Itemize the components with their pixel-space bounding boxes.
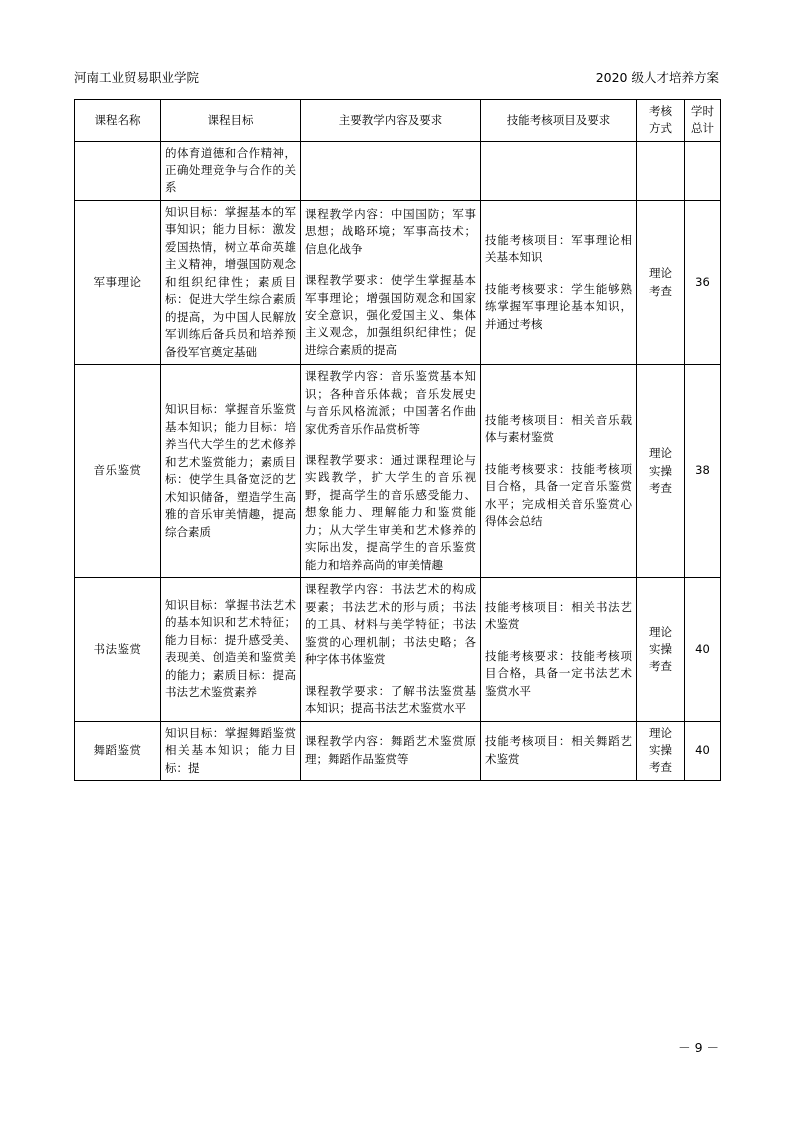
teaching-requirement-block: 课程教学要求：通过课程理论与实践教学，扩大学生的音乐视野，提高学生的音乐感受能力、想象能力、理解能力和鉴赏能力；从大学生审美和艺术修养的实际出发，提高学生的音乐鉴赏能力和培养高尚的审美情趣	[305, 453, 476, 572]
cell-skill-assessment	[481, 141, 637, 200]
skill-requirement-block: 技能考核要求：技能考核项目合格，具备一定书法艺术鉴赏水平	[485, 648, 632, 698]
col-header-assessment-method	[637, 100, 685, 142]
skill-item-block: 技能考核项目：相关书法艺术鉴赏	[485, 599, 632, 632]
header-document-title: 2020 级人才培养方案	[595, 70, 719, 85]
total-hours-line-1: 学时	[691, 104, 714, 118]
teaching-content-block: 课程教学内容：中国国防；军事思想；战略环境；军事高技术；信息化战争	[305, 206, 476, 256]
teaching-requirement-block: 课程教学要求：了解书法鉴赏基本知识；提高书法艺术鉴赏水平	[305, 683, 476, 716]
col-header-course-name: 课程名称	[75, 100, 161, 142]
assessment-method-line: 考查	[649, 283, 672, 298]
assessment-method-line: 理论	[649, 725, 672, 740]
cell-skill-assessment	[481, 721, 637, 780]
cell-teaching-content	[301, 200, 481, 364]
col-header-skill-assessment: 技能考核项目及要求	[481, 100, 637, 142]
cell-course-goal: 的体育道德和合作精神，正确处理竞争与合作的关系	[161, 141, 301, 200]
cell-total-hours: 38	[685, 365, 721, 578]
skill-requirement-block: 技能考核要求：技能考核项目合格，具备一定音乐鉴赏水平；完成相关音乐鉴赏心得体会总结	[485, 461, 632, 529]
assessment-method-stack	[641, 445, 680, 497]
total-hours-line-2: 总计	[691, 121, 714, 136]
cell-teaching-content	[301, 141, 481, 200]
cell-teaching-content	[301, 365, 481, 578]
table-row	[75, 200, 721, 364]
col-header-total-hours-stack	[689, 103, 716, 138]
assessment-method-line: 实操	[649, 463, 672, 478]
cell-course-goal: 知识目标：掌握书法艺术的基本知识和艺术特征；能力目标：提升感受美、表现美、创造美和鉴赏美的能力；素质目标：提高书法艺术鉴赏素养	[161, 578, 301, 721]
table-head	[75, 100, 721, 142]
assessment-method-stack	[641, 725, 680, 777]
cell-teaching-content	[301, 721, 481, 780]
col-header-assessment-method-stack	[641, 103, 680, 138]
cell-course-name: 舞蹈鉴赏	[75, 721, 161, 780]
cell-course-name: 书法鉴赏	[75, 578, 161, 721]
col-header-teaching-content: 主要教学内容及要求	[301, 100, 481, 142]
cell-course-name	[75, 141, 161, 200]
cell-assessment-method	[637, 141, 685, 200]
cell-skill-assessment	[481, 578, 637, 721]
table-row	[75, 141, 721, 200]
col-header-course-goal: 课程目标	[161, 100, 301, 142]
cell-skill-assessment	[481, 200, 637, 364]
skill-item-block: 技能考核项目：相关音乐载体与素材鉴赏	[485, 412, 632, 445]
skill-item-block: 技能考核项目：军事理论相关基本知识	[485, 232, 632, 265]
cell-course-goal: 知识目标：掌握音乐鉴赏基本知识；能力目标：培养当代大学生的艺术修养和艺术鉴赏能力；素质目标：使学生具备宽泛的艺术知识储备，塑造学生高雅的音乐审美情趣，提高综合素质	[161, 365, 301, 578]
cell-total-hours	[685, 141, 721, 200]
col-header-total-hours	[685, 100, 721, 142]
assessment-method-line: 实操	[649, 743, 672, 758]
cell-assessment-method	[637, 365, 685, 578]
header-institution: 河南工业贸易职业学院	[74, 70, 200, 85]
teaching-requirement-block: 课程教学要求：使学生掌握基本军事理论；增强国防观念和国家安全意识，强化爱国主义、集体主义观念，加强组织纪律性；促进综合素质的提高	[305, 273, 476, 357]
table-body	[75, 141, 721, 780]
teaching-content-block: 课程教学内容：舞蹈艺术鉴赏原理；舞蹈作品鉴赏等	[305, 734, 476, 766]
assessment-method-line-1: 考核	[649, 104, 672, 118]
cell-course-goal: 知识目标：掌握基本的军事知识；能力目标：激发爱国热情，树立革命英雄主义精神，增强国防观念和组织纪律性；素质目标：促进大学生综合素质的提高，为中国人民解放军训练后备兵员和培养预备役军官奠定基础	[161, 200, 301, 364]
cell-assessment-method	[637, 578, 685, 721]
assessment-method-stack	[641, 265, 680, 300]
assessment-method-line: 考查	[649, 760, 672, 775]
page-header	[74, 70, 719, 85]
cell-total-hours: 40	[685, 578, 721, 721]
skill-item-block: 技能考核项目：相关舞蹈艺术鉴赏	[485, 734, 632, 766]
assessment-method-line-2: 方式	[649, 121, 672, 136]
cell-assessment-method	[637, 200, 685, 364]
table-header-row	[75, 100, 721, 142]
page-number: － 9 －	[678, 1040, 719, 1055]
table-row	[75, 578, 721, 721]
assessment-method-line: 实操	[649, 641, 672, 656]
cell-course-goal: 知识目标：掌握舞蹈鉴赏相关基本知识；能力目标：提	[161, 721, 301, 780]
skill-requirement-block: 技能考核要求：学生能够熟练掌握军事理论基本知识，并通过考核	[485, 281, 632, 331]
cell-assessment-method	[637, 721, 685, 780]
curriculum-table	[74, 99, 721, 781]
cell-teaching-content	[301, 578, 481, 721]
cell-total-hours: 36	[685, 200, 721, 364]
assessment-method-line: 理论	[649, 624, 672, 639]
cell-skill-assessment	[481, 365, 637, 578]
cell-course-name: 军事理论	[75, 200, 161, 364]
page-footer	[74, 1038, 719, 1056]
cell-course-name: 音乐鉴赏	[75, 365, 161, 578]
table-row	[75, 365, 721, 578]
assessment-method-line: 理论	[649, 446, 672, 461]
assessment-method-stack	[641, 624, 680, 676]
teaching-content-block: 课程教学内容：书法艺术的构成要素；书法艺术的形与质；书法的工具、材料与美学特征；书法鉴赏的心理机制；书法史略；各种字体书体鉴赏	[305, 582, 476, 667]
assessment-method-line: 考查	[649, 659, 672, 674]
cell-total-hours: 40	[685, 721, 721, 780]
teaching-content-block: 课程教学内容：音乐鉴赏基本知识；各种音乐体裁；音乐发展史与音乐风格流派；中国著名作曲家优秀音乐作品赏析等	[305, 369, 476, 436]
assessment-method-line: 理论	[649, 266, 672, 281]
assessment-method-line: 考查	[649, 480, 672, 495]
table-row	[75, 721, 721, 780]
